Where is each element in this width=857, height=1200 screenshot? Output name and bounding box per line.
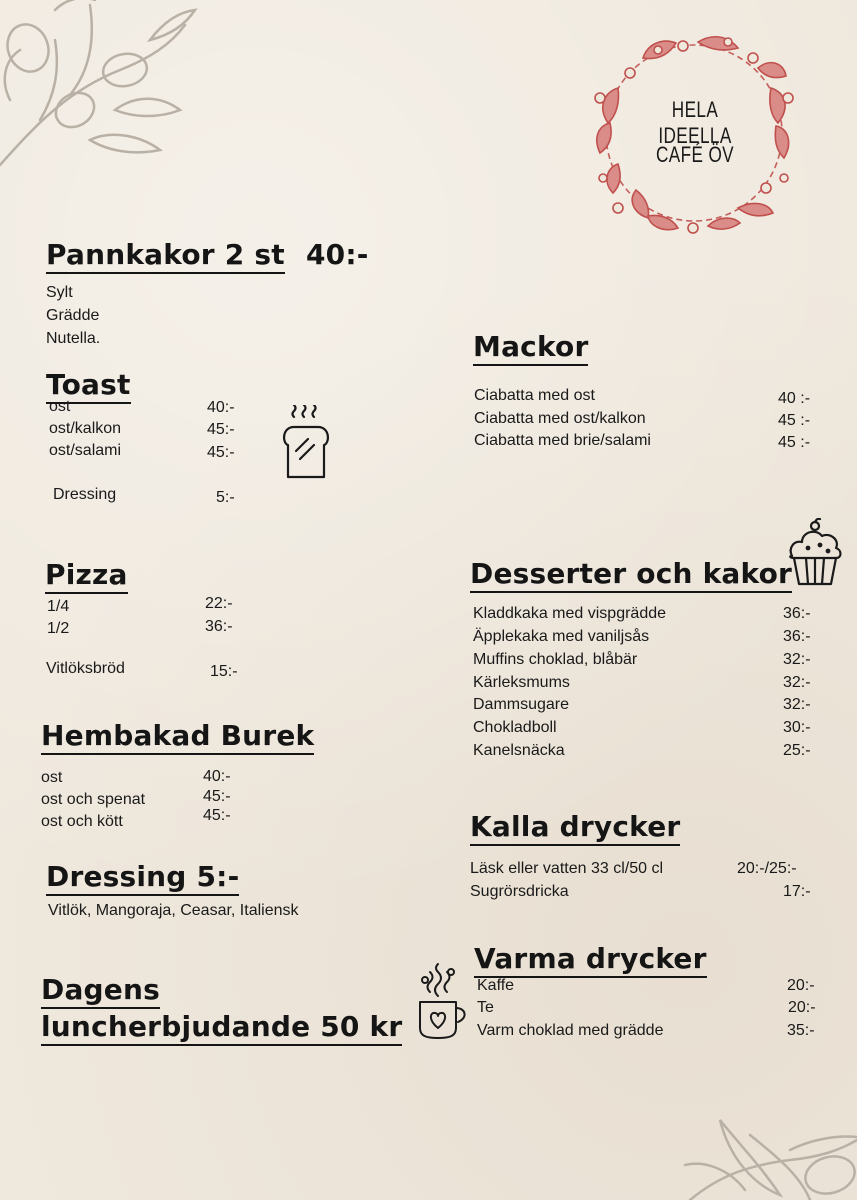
menu-item-price: 45:- [203,807,231,824]
section-title: Pannkakor 2 st [46,238,285,274]
coffee-cup-icon [414,962,470,1042]
section-title: Varma drycker [474,942,707,978]
menu-item-name: Äpplekaka med vaniljsås [473,628,650,645]
menu-item-name: ost och kött [41,813,123,830]
menu-item-name: Kladdkaka med vispgrädde [473,605,667,622]
section-varma-drycker [474,942,707,975]
olive-branch-icon [0,0,200,180]
menu-item-price: 22:- [205,595,233,612]
menu-item-price: 32:- [783,696,811,713]
menu-item-name: ost/kalkon [49,420,122,437]
menu-item-price: 40:- [207,399,235,416]
list-item: Grädde [46,307,100,324]
menu-item-name: ost [49,398,71,415]
menu-item-price: 32:- [783,651,811,668]
pannkakor-price: 40:- [306,238,369,271]
menu-item-name: Te [477,999,494,1016]
toast-icon [280,405,332,481]
menu-item-name: Kanelsnäcka [473,742,565,759]
lunch-line-1: Dagens [41,973,160,1006]
menu-item-price: 25:- [783,742,811,759]
lunch-line-2: luncherbjudande 50 kr [41,1010,402,1043]
menu-item-price: 20:- [787,977,815,994]
menu-item-price: 45 :- [778,412,811,429]
menu-item-name: Sugrörsdricka [470,883,569,900]
section-title: Mackor [473,330,588,366]
section-title: Desserter och kakor [470,557,792,593]
menu-item-price: 40 :- [778,390,811,407]
menu-item-name: Muffins choklad, blåbär [473,651,638,668]
menu-item-name: Kaffe [477,977,515,994]
section-title: Pizza [45,558,128,594]
section-title: Kalla drycker [470,810,680,846]
menu-item-price: 36:- [783,628,811,645]
section-pizza [45,558,128,591]
menu-item-price: 5:- [216,489,235,506]
menu-item-name: ost och spenat [41,791,146,808]
menu-item-price: 35:- [787,1022,815,1039]
section-title: Hembakad Burek [41,719,314,755]
menu-item-name: ost/salami [49,442,122,459]
logo-line-2: CAFÉ ÖV [655,142,735,167]
menu-item-price: 45:- [203,788,231,805]
menu-item-name: ost [41,769,63,786]
menu-item-name: Läsk eller vatten 33 cl/50 cl [470,860,663,877]
menu-item-price: 40:- [203,768,231,785]
cupcake-icon [786,518,844,588]
menu-item-price: 32:- [783,674,811,691]
olive-branch-icon [680,1105,857,1200]
section-desserter [470,557,792,590]
dressing-options: Vitlök, Mangoraja, Ceasar, Italiensk [48,902,299,919]
section-kalla-drycker [470,810,680,843]
menu-item-name: Dammsugare [473,696,570,713]
menu-item-price: 15:- [210,663,238,680]
menu-item-name: 1/2 [47,620,70,637]
menu-item-price: 30:- [783,719,811,736]
menu-item-name: Ciabatta med brie/salami [474,432,651,449]
menu-item-name: Kärleksmums [473,674,570,691]
menu-item-name: Chokladboll [473,719,557,736]
logo-line-1: HELA IDEELLA [658,97,732,148]
menu-item-name: 1/4 [47,598,70,615]
menu-item-price: 17:- [783,883,811,900]
section-pannkakor [46,238,285,271]
menu-item-price: 20:-/25:- [737,860,797,877]
section-title: Toast [46,368,131,404]
menu-item-name: Dressing [53,486,117,503]
menu-item-price: 45:- [207,421,235,438]
section-title: Dressing 5:- [46,860,239,896]
menu-item-price: 36:- [783,605,811,622]
section-burek [41,719,314,752]
menu-item-name: Vitlöksbröd [46,660,125,677]
menu-item-price: 45:- [207,444,235,461]
section-mackor [473,330,588,363]
list-item: Nutella. [46,330,101,347]
menu-item-price: 36:- [205,618,233,635]
menu-item-name: Ciabatta med ost/kalkon [474,410,646,427]
menu-item-name: Varm choklad med grädde [477,1022,664,1039]
section-dressing [46,860,239,893]
menu-item-price: 20:- [788,999,816,1016]
list-item: Sylt [46,284,73,301]
menu-item-name: Ciabatta med ost [474,387,595,404]
menu-item-price: 45 :- [778,434,811,451]
